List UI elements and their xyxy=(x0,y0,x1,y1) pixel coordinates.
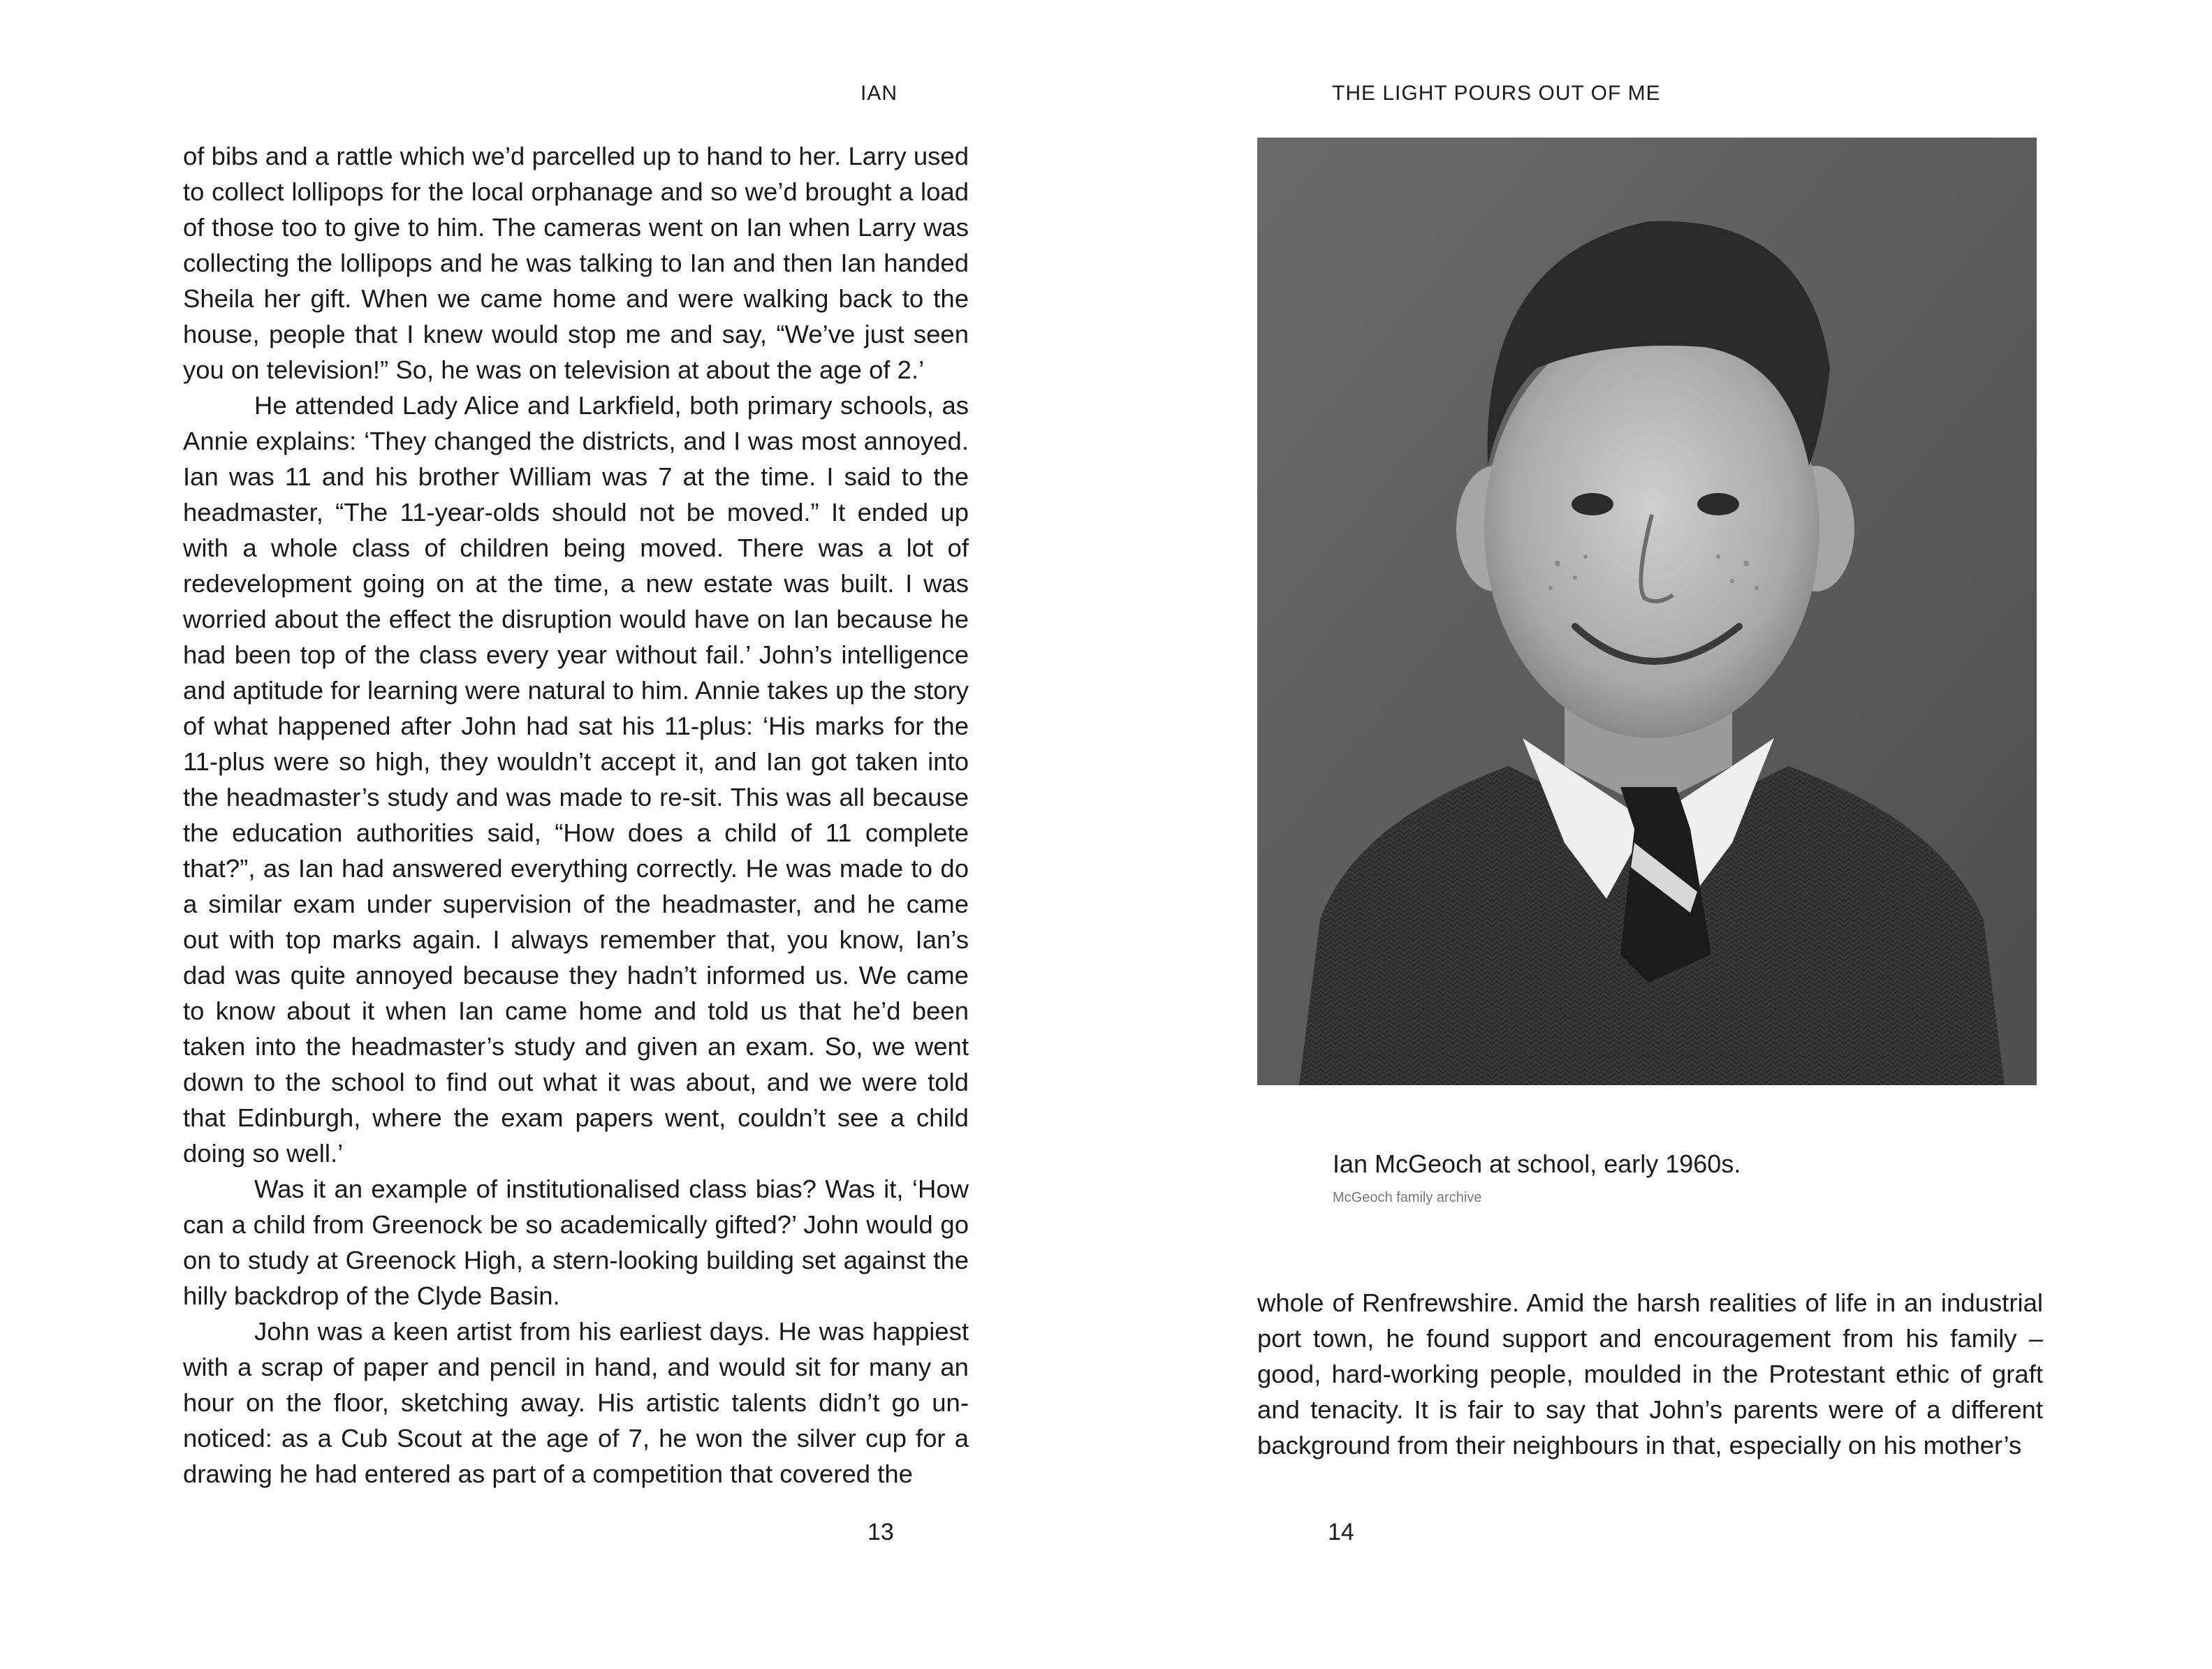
paragraph: of bibs and a rattle which we’d parcelled up to hand to her. Larry used to collect lollipops for the local orphanage and so we’d brought a load of those too to give to him. The cameras went on Ian when Larry was collecting the lollipops and he was talking to Ian and then Ian handed Sheila her gift. When we came home and were walking back to the house, people that I knew would stop me and say, “We’ve just seen you on television!” So, he was on television at about the age of 2.’ xyxy=(183,142,969,384)
paragraph: Was it an example of institutionalised class bias? Was it, ‘How can a child from Greenock be so academically gifted?’ John would go on to study at Greenock High, a stern-looking building set against the hilly backdrop of the Clyde Basin. xyxy=(183,1175,969,1310)
paragraph: John was a keen artist from his earliest days. He was happiest with a scrap of paper and pencil in hand, and would sit for many an hour on the floor, sketching away. His artistic talents didn’t go unnoticed: as a Cub Scout at the age of 7, he won the silver cup for a drawing he had entered as part of a competition that covered the xyxy=(183,1317,969,1488)
running-head-left: IAN xyxy=(860,82,898,105)
left-page-body xyxy=(183,138,969,1492)
right-page xyxy=(1106,0,2212,1669)
photo-caption: Ian McGeoch at school, early 1960s. xyxy=(1333,1149,1741,1178)
photo-credit: McGeoch family archive xyxy=(1333,1190,1482,1205)
page-number-left: 13 xyxy=(867,1519,894,1545)
photograph-boy-portrait-icon xyxy=(1257,138,2037,1085)
portrait-illustration xyxy=(1257,138,2037,1085)
right-page-body xyxy=(1257,1285,2043,1463)
paragraph: whole of Renfrewshire. Amid the harsh realities of life in an industrial port town, he found support and encouragement from his family – good, hard-working people, moulded in the Protestant ethic of graft and tenacity. It is fair to say that John’s parents were of a different background from their neighbours in that, especially on his mother’s xyxy=(1257,1288,2043,1460)
paragraph: He attended Lady Alice and Larkfield, both primary schools, as Annie explains: ‘They changed the districts, and I was most annoyed. Ian was 11 and his brother William was 7 at the time. I said to the headmaster, “The 11-year-olds should not be moved.” It ended up with a whole class of children being moved. There was a lot of redevelopment going on at the time, a new estate was built. I was worried about the effect the disruption would have on Ian because he had been top of the class every year without fail.’ John’s intelligence and aptitude for learning were natural to him. Annie takes up the story of what happened after John had sat his 11-plus: ‘His marks for the 11-plus were so high, they wouldn’t accept it, and Ian got taken into the headmaster’s study and was made to re-sit. This was all because the education authorities said, “How does a child of 11 complete that?”, as Ian had answered everything correctly. He was made to do a similar exam under supervision of the headmaster, and he came out with top marks again. I always remember that, you know, Ian’s dad was quite annoyed because they hadn’t informed us. We came to know about it when Ian came home and told us that he’d been taken into the headmaster’s study and given an exam. So, we went down to the school to find out what it was about, and we were told that Edinburgh, where the exam papers went, couldn’t see a child doing so well.’ xyxy=(183,391,969,1168)
running-head-right: THE LIGHT POURS OUT OF ME xyxy=(1332,82,1661,105)
page-number-right: 14 xyxy=(1328,1519,1354,1545)
